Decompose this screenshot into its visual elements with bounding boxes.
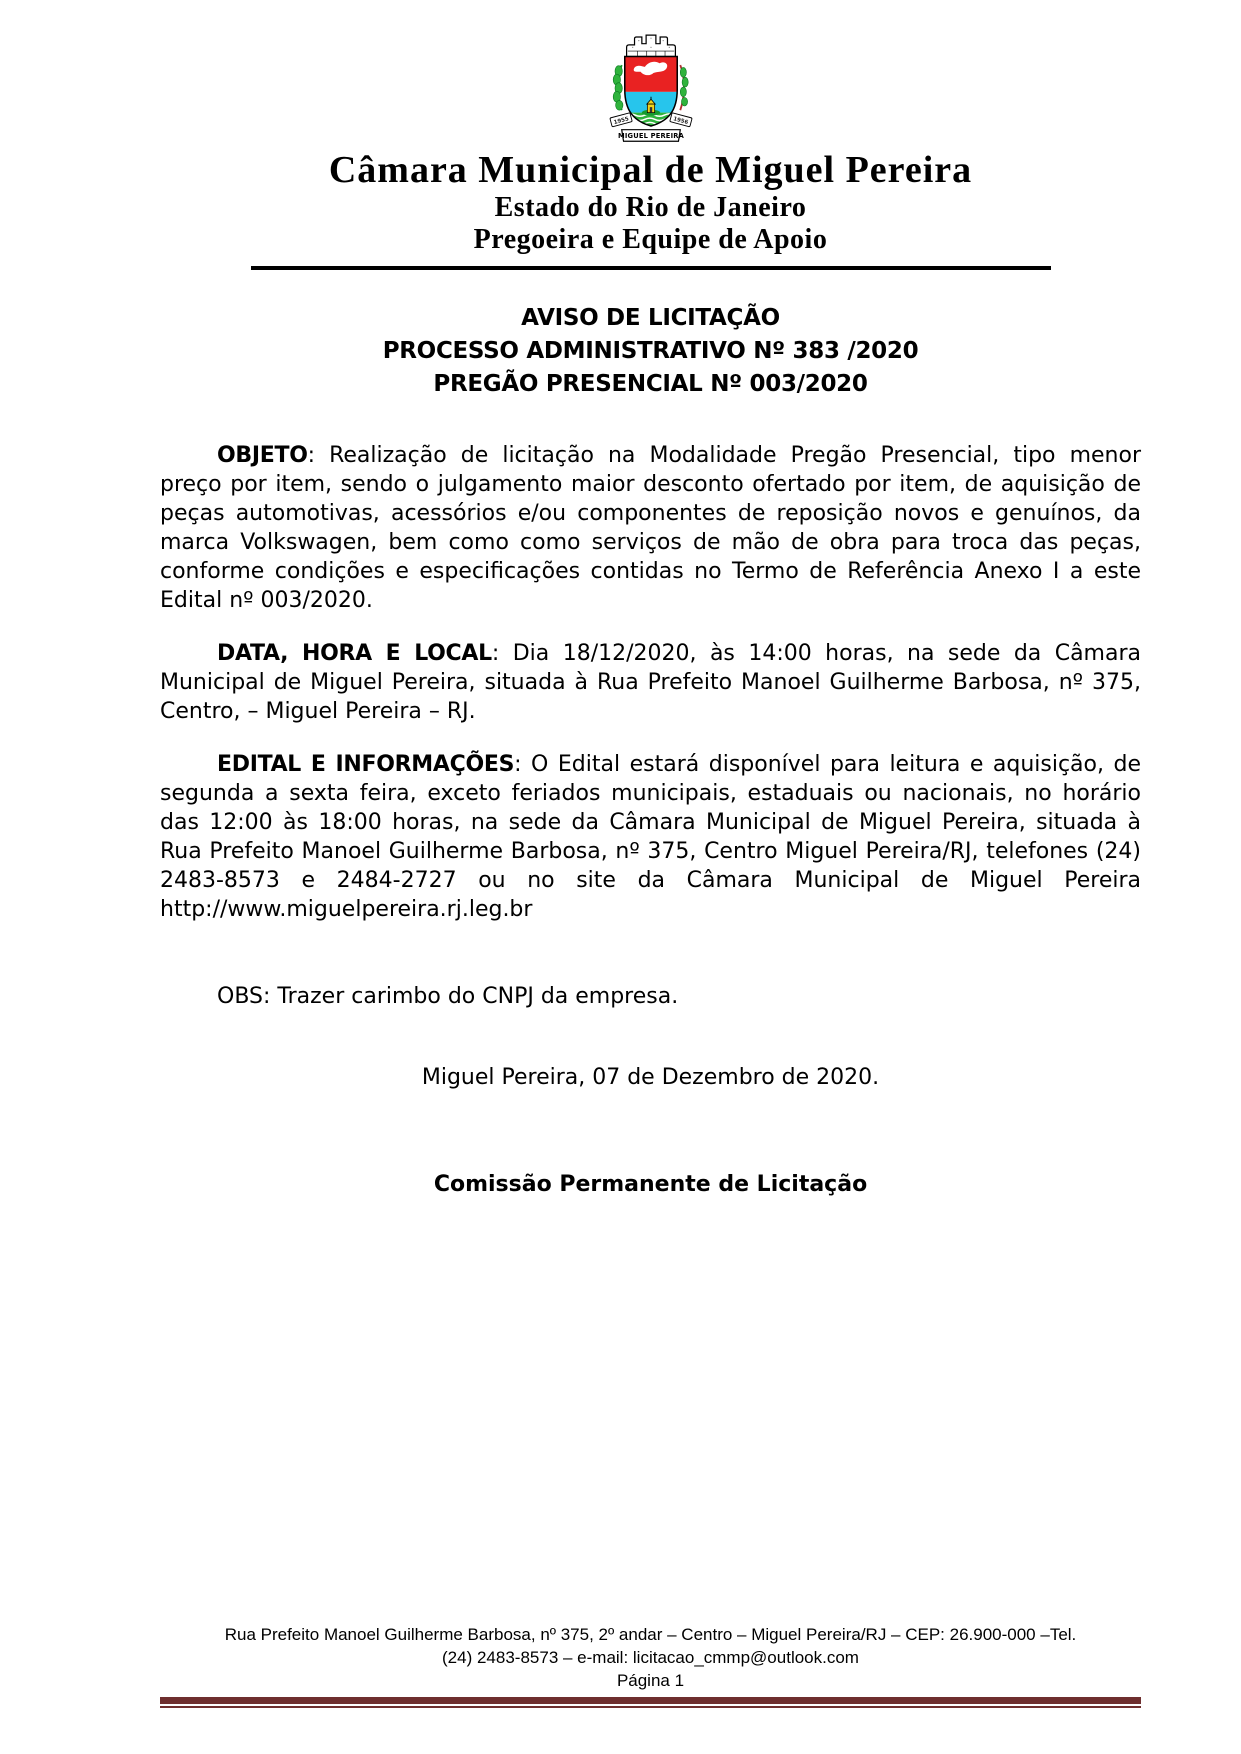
doc-title-line2: PROCESSO ADMINISTRATIVO Nº 383 /2020 xyxy=(382,338,919,364)
left-branch-icon xyxy=(613,65,623,110)
mural-crown-icon xyxy=(626,35,675,56)
letterhead-rule xyxy=(251,266,1051,270)
obs-line: OBS: Trazer carimbo do CNPJ da empresa. xyxy=(217,984,679,1009)
ribbon-left xyxy=(609,113,631,127)
org-dept-line: Pregoeira e Equipe de Apoio xyxy=(473,224,828,255)
svg-text:MIGUEL PEREIRA: MIGUEL PEREIRA xyxy=(617,131,684,140)
document-body xyxy=(160,441,1141,1199)
crest-banner xyxy=(618,130,685,142)
footer-rule-thick xyxy=(160,1697,1141,1704)
ribbon-right xyxy=(669,113,691,127)
paragraph-objeto-label: OBJETO xyxy=(217,443,308,468)
signature-line: Comissão Permanente de Licitação xyxy=(433,1172,868,1197)
paragraph-edital-informacoes-label: EDITAL E INFORMAÇÕES xyxy=(217,752,515,777)
doc-title-line1: AVISO DE LICITAÇÃO xyxy=(521,305,780,331)
svg-text:1955: 1955 xyxy=(612,116,630,127)
paragraph-data-hora-local-text: : Dia 18/12/2020, às 14:00 horas, na sede da Câmara Municipal de Miguel Pereira, situada à Rua Prefeito Manoel Guilherme Barbosa, nº 375, Centro, – Miguel Pereira – RJ. xyxy=(160,641,1141,724)
date-line: Miguel Pereira, 07 de Dezembro de 2020. xyxy=(421,1065,880,1090)
footer-contact-line: (24) 2483-8573 – e-mail: licitacao_cmmp@outlook.com xyxy=(442,1648,859,1667)
title-block xyxy=(160,302,1141,401)
footer-page-number: Página 1 xyxy=(616,1671,685,1690)
paragraph-edital-informacoes-text: : O Edital estará disponível para leitura e aquisição, de segunda a sexta feira, exceto feriados municipais, estaduais ou nacionais, no horário das 12:00 às 18:00 horas, na sede da Câmara Municipal de Miguel Pereira, situada à Rua Prefeito Manoel Guilherme Barbosa, nº 375, Centro Miguel Pereira/RJ, telefones (24) 2483-8573 e 2484-2727 ou no site da Câmara Municipal de Miguel Pereira http://www.miguelpereira.rj.leg.br xyxy=(160,752,1141,922)
footer-address-line: Rua Prefeito Manoel Guilherme Barbosa, nº 375, 2º andar – Centro – Miguel Pereira/RJ – CEP: 26.900-000 –Tel. xyxy=(224,1625,1077,1644)
coat-of-arms xyxy=(590,28,712,146)
letterhead xyxy=(160,28,1141,270)
page-footer xyxy=(160,1623,1141,1708)
paragraph-objeto xyxy=(160,441,1141,615)
paragraph-edital-informacoes xyxy=(160,750,1141,924)
paragraph-data-hora-local xyxy=(160,639,1141,726)
svg-text:1956: 1956 xyxy=(671,116,689,127)
paragraph-data-hora-local-label: DATA, HORA E LOCAL xyxy=(217,641,492,666)
doc-title-line3: PREGÃO PRESENCIAL Nº 003/2020 xyxy=(433,371,868,397)
right-branch-icon xyxy=(680,65,688,110)
footer-rule-thin xyxy=(160,1706,1141,1708)
paragraph-objeto-text: : Realização de licitação na Modalidade Pregão Presencial, tipo menor preço por item, sendo o julgamento maior desconto ofertado por item, de aquisição de peças automotivas, acessórios e/ou componentes de reposição novos e genuínos, da marca Volkswagen, bem como como serviços de mão de obra para troca das peças, conforme condições e especificações contidas no Termo de Referência Anexo I a este Edital nº 003/2020. xyxy=(160,443,1141,613)
org-state-line: Estado do Rio de Janeiro xyxy=(494,192,807,223)
org-name: Câmara Municipal de Miguel Pereira xyxy=(328,149,973,191)
shield xyxy=(624,57,676,128)
